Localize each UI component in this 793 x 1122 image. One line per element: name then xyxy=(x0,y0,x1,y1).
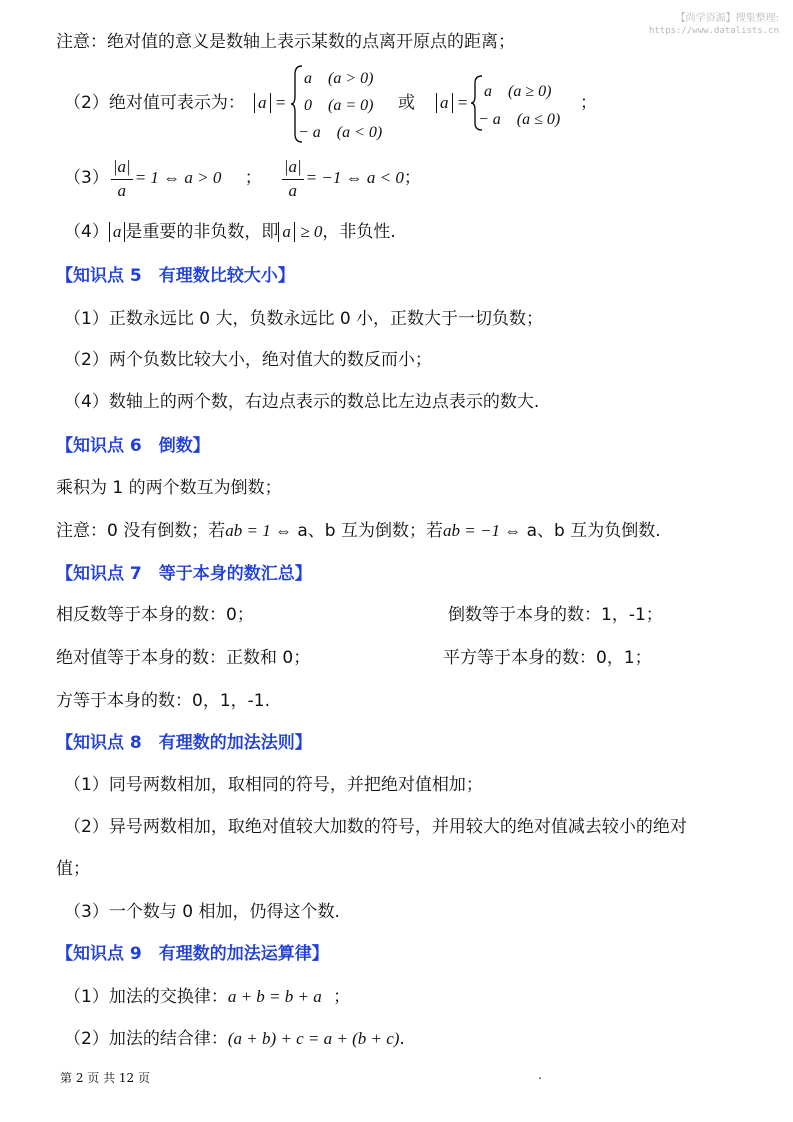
case2-pos: a (a ≥ 0) xyxy=(484,83,552,100)
kp9-associative: （2）加法的结合律：(a + b) + c = a + (b + c). xyxy=(64,1029,405,1049)
non-negative-line: （4） a 是重要的非负数，即 a ≥ 0，非负性. xyxy=(64,222,396,242)
kp8-rule-3: （3）一个数与 0 相加，仍得这个数. xyxy=(64,902,340,922)
case1-neg: − a (a < 0) xyxy=(298,124,383,141)
note-abs-meaning: 注意：绝对值的意义是数轴上表示某数的点离开原点的距离； xyxy=(56,32,515,52)
kp7-opposite: 相反数等于本身的数：0； xyxy=(56,605,254,625)
watermark-url: https://www.datalists.cn xyxy=(648,26,779,36)
heading-kp6: 【知识点 6 倒数】 xyxy=(56,436,210,456)
heading-kp7: 【知识点 7 等于本身的数汇总】 xyxy=(56,564,312,584)
piecewise-end: ； xyxy=(580,93,597,113)
kp7-square: 平方等于本身的数：0，1； xyxy=(443,648,652,668)
heading-kp8: 【知识点 8 有理数的加法法则】 xyxy=(56,733,312,753)
page-number: 第 2 页 共 12 页 xyxy=(60,1071,150,1085)
watermark xyxy=(649,12,779,38)
heading-kp9: 【知识点 9 有理数的加法运算律】 xyxy=(56,944,329,964)
case1-pos: a (a > 0) xyxy=(304,70,374,87)
kp5-item-2: （2）两个负数比较大小，绝对值大的数反而小； xyxy=(64,350,432,370)
kp7-cube: 方等于本身的数：0，1，-1. xyxy=(56,691,270,711)
kp8-rule-2: （2）异号两数相加，取绝对值较大加数的符号，并用较大的绝对值减去较小的绝对 xyxy=(64,817,687,837)
footer-dot: . xyxy=(538,1068,542,1082)
kp5-item-1: （1）正数永远比 0 大，负数永远比 0 小，正数大于一切负数； xyxy=(64,309,544,329)
kp7-absolute: 绝对值等于本身的数：正数和 0； xyxy=(56,648,311,668)
abs-a-left: a = xyxy=(254,91,286,115)
case2-neg: − a (a ≤ 0) xyxy=(478,111,561,128)
abs-fraction-line: （3） $\frac{|a|}{a}$ = 1 ⇔ a > 0 ； $\frac{|a|}{a}$ = −1 ⇔ a < 0； xyxy=(64,156,421,200)
kp8-rule-1: （1）同号两数相加，取相同的符号，并把绝对值相加； xyxy=(64,775,483,795)
piecewise-prefix: （2）绝对值可表示为： xyxy=(64,93,245,113)
kp8-rule-2-cont: 值； xyxy=(56,859,90,879)
kp6-note: 注意：0 没有倒数；若ab = 1 ⇔ a、b 互为倒数；若ab = −1 ⇔ a、b 互为负倒数. xyxy=(56,521,661,541)
case1-zero: 0 (a = 0) xyxy=(304,97,374,114)
abs-a-right: a = xyxy=(436,91,468,115)
kp6-definition: 乘积为 1 的两个数互为倒数； xyxy=(56,478,282,498)
heading-kp5: 【知识点 5 有理数比较大小】 xyxy=(56,266,295,286)
kp9-commutative: （1）加法的交换律：a + b = b + a ； xyxy=(64,987,351,1007)
kp5-item-4: （4）数轴上的两个数，右边点表示的数总比左边点表示的数大. xyxy=(64,392,540,412)
or-text: 或 xyxy=(398,93,415,113)
kp7-reciprocal: 倒数等于本身的数：1，-1； xyxy=(448,605,663,625)
watermark-brand: 【尚学资源】搜集整理: xyxy=(675,13,779,24)
